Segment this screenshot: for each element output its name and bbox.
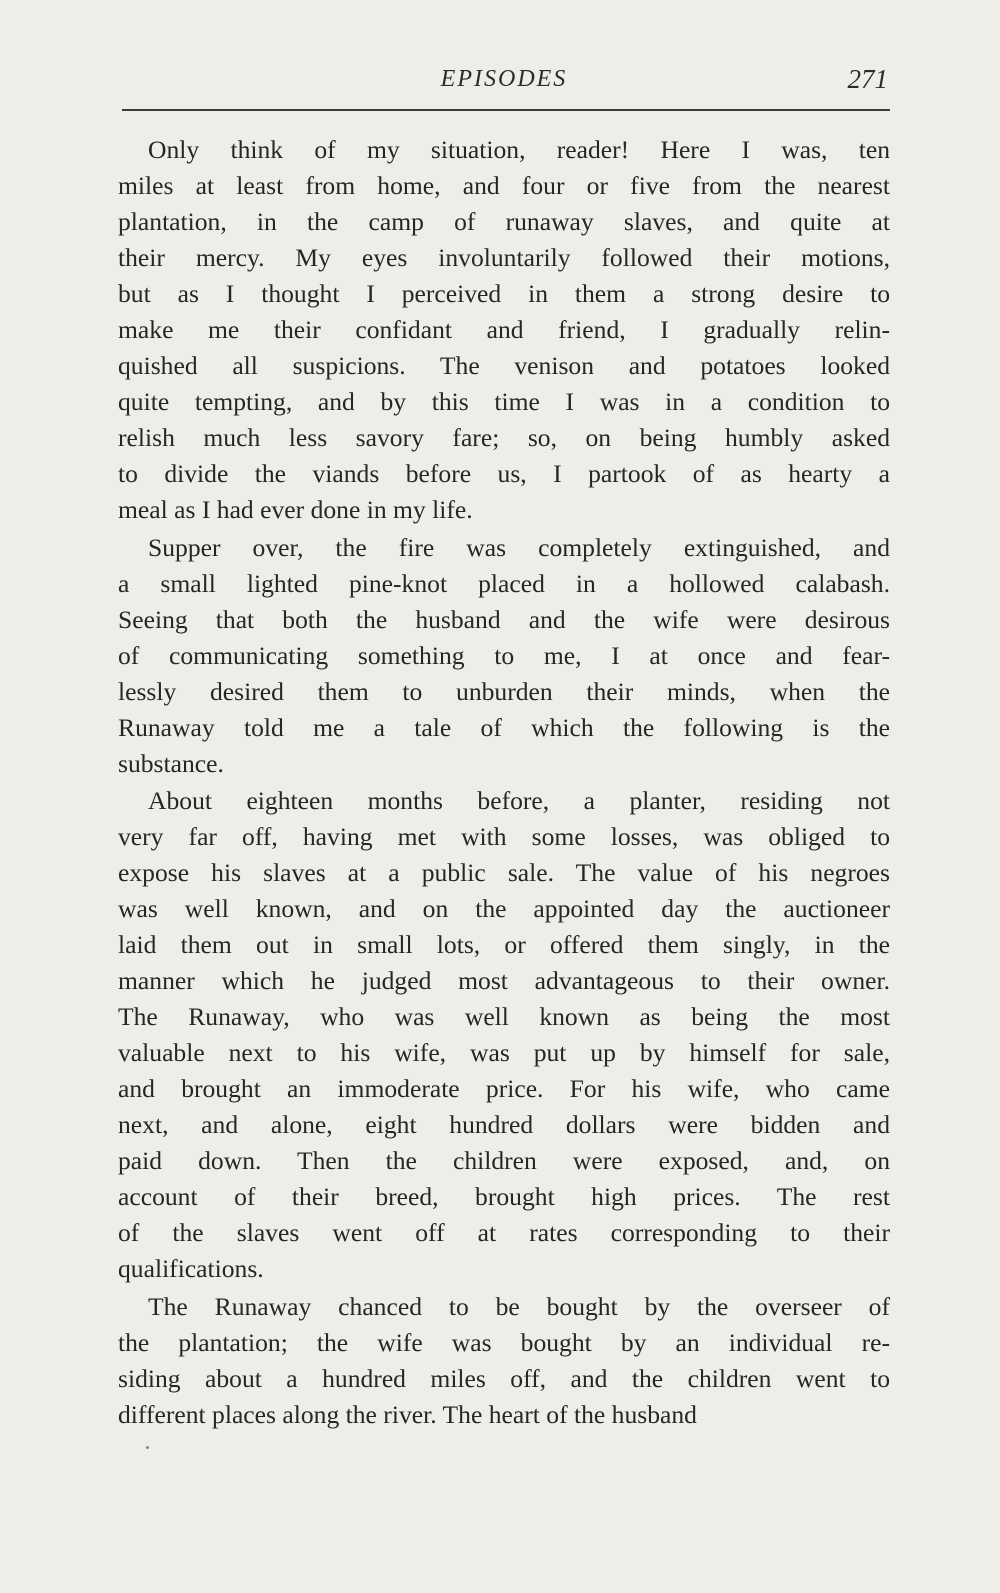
text-line: Seeing that both the husband and the wife were desirous — [118, 604, 890, 634]
paragraph — [118, 132, 890, 528]
text-line: and brought an immoderate price. For his wife, who came — [118, 1074, 890, 1103]
text-line: qualifications. — [118, 1254, 264, 1283]
text-line: make me their confidant and friend, I gradually relin- — [118, 315, 890, 344]
text-line: different places along the river. The heart of the husband — [118, 1399, 697, 1429]
text-line: The Runaway chanced to be bought by the overseer of — [148, 1291, 890, 1321]
text-line: quite tempting, and by this time I was in a condition to — [118, 387, 890, 416]
text-line: very far off, having met with some losses, was obliged to — [118, 822, 890, 851]
text-line: was well known, and on the appointed day the auctioneer — [118, 894, 890, 923]
text-line: plantation, in the camp of runaway slaves, and quite at — [118, 207, 890, 236]
body-text — [118, 132, 890, 1434]
page-number: 271 — [847, 64, 888, 94]
text-line: manner which he judged most advantageous to their owner. — [118, 966, 890, 995]
text-line: next, and alone, eight hundred dollars were bidden and — [118, 1110, 890, 1139]
text-line: laid them out in small lots, or offered them singly, in the — [118, 930, 890, 959]
text-line: a small lighted pine-knot placed in a hollowed calabash. — [118, 568, 890, 598]
text-line: their mercy. My eyes involuntarily followed their motions, — [118, 243, 890, 272]
text-line: miles at least from home, and four or five from the nearest — [118, 171, 890, 200]
header-rule — [122, 109, 890, 111]
page-speck — [146, 1446, 149, 1449]
text-line: relish much less savory fare; so, on being humbly asked — [118, 423, 890, 452]
text-line: Supper over, the fire was completely extinguished, and — [148, 532, 890, 562]
running-title: EPISODES — [440, 66, 568, 92]
text-line: the plantation; the wife was bought by an individual re- — [118, 1327, 890, 1357]
text-line: meal as I had ever done in my life. — [118, 495, 473, 524]
text-line: but as I thought I perceived in them a strong desire to — [118, 279, 890, 308]
text-line: valuable next to his wife, was put up by himself for sale, — [118, 1038, 890, 1067]
paragraph — [118, 530, 890, 782]
text-line: of the slaves went off at rates corresponding to their — [118, 1218, 890, 1247]
text-line: About eighteen months before, a planter, residing not — [148, 786, 890, 815]
paragraph — [118, 783, 890, 1287]
text-line: expose his slaves at a public sale. The value of his negroes — [118, 858, 890, 887]
text-line: Only think of my situation, reader! Here I was, ten — [148, 135, 890, 164]
text-line: Runaway told me a tale of which the following is the — [118, 712, 890, 742]
text-line: lessly desired them to unburden their minds, when the — [118, 676, 890, 706]
text-line: quished all suspicions. The venison and potatoes looked — [118, 351, 890, 380]
text-line: substance. — [118, 748, 224, 778]
text-line: The Runaway, who was well known as being the most — [118, 1002, 890, 1031]
paragraph — [118, 1289, 890, 1433]
text-line: siding about a hundred miles off, and the children went to — [118, 1363, 890, 1393]
text-line: account of their breed, brought high prices. The rest — [118, 1182, 890, 1211]
running-head — [120, 62, 888, 102]
text-line: to divide the viands before us, I partook of as hearty a — [118, 459, 890, 488]
text-line: paid down. Then the children were exposed, and, on — [118, 1146, 890, 1175]
text-line: of communicating something to me, I at once and fear- — [118, 640, 890, 670]
